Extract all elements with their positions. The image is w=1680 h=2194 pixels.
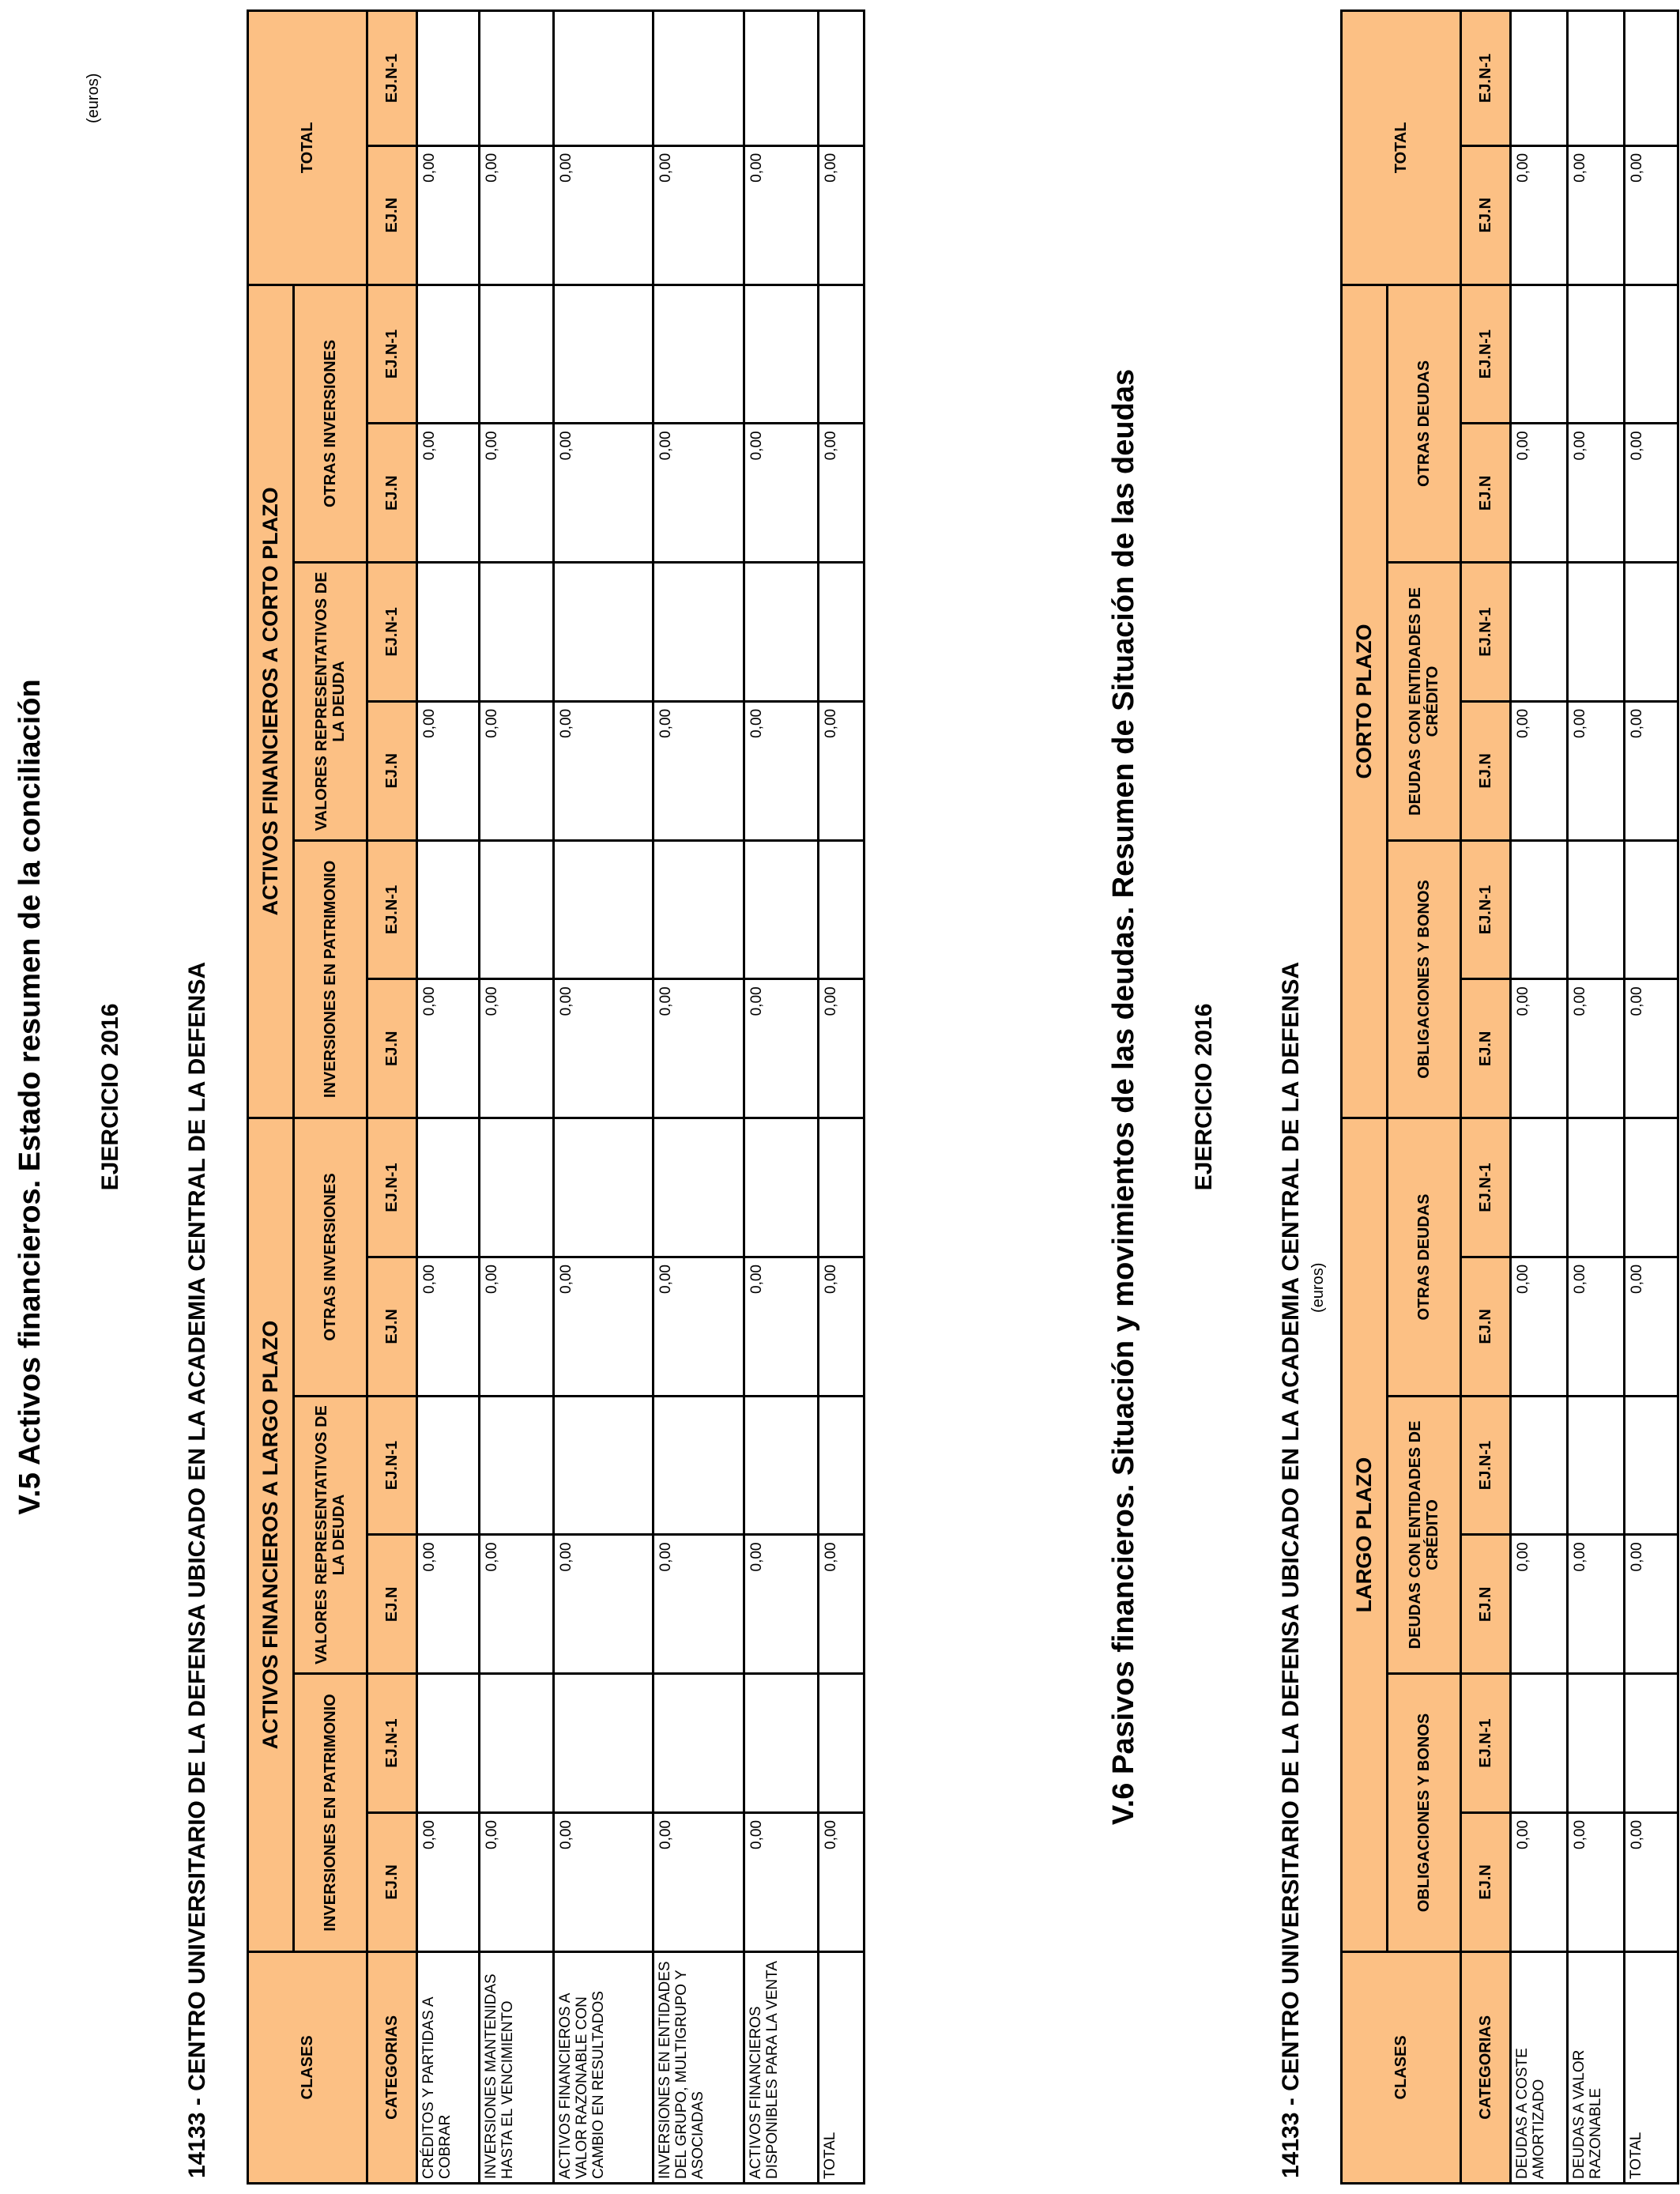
v6-header-ej-n1: EJ.N-1 bbox=[1461, 840, 1511, 979]
v5-cell-cp-vr-ej-n1 bbox=[554, 563, 654, 702]
v6-cell-lp-ob-ej-n1 bbox=[1625, 1674, 1678, 1813]
v6-header-ej-n1: EJ.N-1 bbox=[1461, 1118, 1511, 1257]
v5-cell-cp-ip-ej-n: 0,00 bbox=[654, 979, 744, 1118]
v5-header-ej-n: EJ.N bbox=[367, 1813, 417, 1952]
v5-cell-cp-ip-ej-n: 0,00 bbox=[744, 979, 819, 1118]
v5-cell-cp-oi-ej-n: 0,00 bbox=[819, 424, 864, 563]
v6-cell-cp-dc-ej-n: 0,00 bbox=[1625, 701, 1678, 840]
v5-header-ej-n: EJ.N bbox=[367, 701, 417, 840]
v5-cell-cp-vr-ej-n: 0,00 bbox=[554, 701, 654, 840]
v5-cell-lp-ip-ej-n: 0,00 bbox=[654, 1813, 744, 1952]
v6-header-ej-n: EJ.N bbox=[1461, 979, 1511, 1118]
v5-cell-lp-oi-ej-n: 0,00 bbox=[480, 1257, 554, 1397]
v5-cell-lp-ip-ej-n1 bbox=[417, 1674, 480, 1813]
v6-header-ej-n1: EJ.N-1 bbox=[1461, 11, 1511, 146]
v5-cell-lp-oi-ej-n: 0,00 bbox=[744, 1257, 819, 1397]
v5-header-lp-otras-inversiones: OTRAS INVERSIONES bbox=[294, 1118, 367, 1397]
v6-table-body bbox=[1511, 11, 1678, 2184]
v6-cell-lp-od-ej-n: 0,00 bbox=[1568, 1257, 1625, 1396]
v5-header-ej-n: EJ.N bbox=[367, 1257, 417, 1397]
v5-currency: (euros) bbox=[85, 73, 102, 123]
v5-row-category: INVERSIONES MANTENIDAS HASTA EL VENCIMIENTO bbox=[480, 1951, 554, 2183]
v5-header-largo-plazo: ACTIVOS FINANCIEROS A LARGO PLAZO bbox=[248, 1118, 294, 1952]
v5-cell-total-ej-n: 0,00 bbox=[480, 145, 554, 285]
v5-table-row bbox=[819, 11, 864, 2184]
v5-row-category: CRÉDITOS Y PARTIDAS A COBRAR bbox=[417, 1951, 480, 2183]
v5-cell-lp-ip-ej-n1 bbox=[654, 1674, 744, 1813]
v5-cell-cp-oi-ej-n1 bbox=[744, 285, 819, 424]
v6-cell-lp-od-ej-n1 bbox=[1625, 1118, 1678, 1257]
v5-cell-cp-ip-ej-n: 0,00 bbox=[819, 979, 864, 1118]
v6-entity: 14133 - CENTRO UNIVERSITARIO DE LA DEFENSA UBICADO EN LA ACADEMIA CENTRAL DE LA DEFENSA bbox=[1278, 961, 1304, 2178]
v5-cell-lp-vr-ej-n: 0,00 bbox=[554, 1535, 654, 1674]
v6-cell-lp-dc-ej-n: 0,00 bbox=[1568, 1535, 1625, 1674]
v6-cell-cp-ob-ej-n1 bbox=[1625, 840, 1678, 979]
v5-cell-cp-vr-ej-n: 0,00 bbox=[819, 701, 864, 840]
v5-row-category: ACTIVOS FINANCIEROS DISPONIBLES PARA LA VENTA bbox=[744, 1951, 819, 2183]
v5-cell-cp-ip-ej-n1 bbox=[654, 840, 744, 979]
v6-cell-total-ej-n1 bbox=[1625, 11, 1678, 146]
v5-header-ej-n1: EJ.N-1 bbox=[367, 1674, 417, 1813]
v5-cell-lp-oi-ej-n1 bbox=[819, 1118, 864, 1257]
v5-header-ej-n1: EJ.N-1 bbox=[367, 1396, 417, 1535]
v6-cell-total-ej-n: 0,00 bbox=[1511, 145, 1568, 285]
v6-header-ej-n: EJ.N bbox=[1461, 1535, 1511, 1674]
v6-row-category: TOTAL bbox=[1625, 1951, 1678, 2183]
v5-cell-lp-oi-ej-n1 bbox=[744, 1118, 819, 1257]
v5-cell-lp-vr-ej-n: 0,00 bbox=[654, 1535, 744, 1674]
v5-header-lp-valores-representativos: VALORES REPRESENTATIVOS DE LA DEUDA bbox=[294, 1396, 367, 1674]
v6-cell-cp-ob-ej-n1 bbox=[1511, 840, 1568, 979]
v5-header-ej-n1: EJ.N-1 bbox=[367, 1118, 417, 1257]
v5-header-total: TOTAL bbox=[248, 11, 367, 285]
v5-cell-cp-ip-ej-n: 0,00 bbox=[480, 979, 554, 1118]
v5-cell-cp-ip-ej-n1 bbox=[480, 840, 554, 979]
v6-header-ej-n1: EJ.N-1 bbox=[1461, 1674, 1511, 1813]
v6-header-ej-n1: EJ.N-1 bbox=[1461, 1396, 1511, 1535]
v5-cell-total-ej-n: 0,00 bbox=[554, 145, 654, 285]
v6-cell-lp-ob-ej-n: 0,00 bbox=[1625, 1812, 1678, 1951]
v5-cell-lp-oi-ej-n1 bbox=[554, 1118, 654, 1257]
v5-cell-total-ej-n1 bbox=[554, 11, 654, 146]
v6-header-ej-n: EJ.N bbox=[1461, 701, 1511, 840]
v5-cell-lp-oi-ej-n: 0,00 bbox=[554, 1257, 654, 1397]
v5-cell-lp-vr-ej-n1 bbox=[554, 1396, 654, 1535]
v5-cell-cp-vr-ej-n1 bbox=[744, 563, 819, 702]
v6-cell-lp-od-ej-n: 0,00 bbox=[1511, 1257, 1568, 1396]
v6-cell-cp-dc-ej-n: 0,00 bbox=[1511, 701, 1568, 840]
v5-table-row bbox=[480, 11, 554, 2184]
v5-header-ej-n: EJ.N bbox=[367, 145, 417, 285]
v5-cell-lp-oi-ej-n: 0,00 bbox=[819, 1257, 864, 1397]
v5-cell-cp-ip-ej-n: 0,00 bbox=[417, 979, 480, 1118]
v5-cell-lp-vr-ej-n1 bbox=[744, 1396, 819, 1535]
v5-cell-cp-vr-ej-n1 bbox=[480, 563, 554, 702]
v5-header-ej-n: EJ.N bbox=[367, 1535, 417, 1674]
v5-table-row bbox=[417, 11, 480, 2184]
v5-cell-cp-oi-ej-n1 bbox=[554, 285, 654, 424]
v6-cell-lp-ob-ej-n: 0,00 bbox=[1568, 1812, 1625, 1951]
v5-header-corto-plazo: ACTIVOS FINANCIEROS A CORTO PLAZO bbox=[248, 285, 294, 1118]
v5-cell-lp-vr-ej-n1 bbox=[480, 1396, 554, 1535]
v6-header-ej-n: EJ.N bbox=[1461, 424, 1511, 563]
v5-cell-lp-oi-ej-n1 bbox=[654, 1118, 744, 1257]
v5-cell-cp-oi-ej-n: 0,00 bbox=[554, 424, 654, 563]
v5-cell-cp-vr-ej-n: 0,00 bbox=[654, 701, 744, 840]
v6-header-total: TOTAL bbox=[1342, 11, 1461, 285]
v5-cell-cp-vr-ej-n1 bbox=[654, 563, 744, 702]
v5-cell-cp-ip-ej-n: 0,00 bbox=[554, 979, 654, 1118]
v5-header-cp-inversiones-patrimonio: INVERSIONES EN PATRIMONIO bbox=[294, 840, 367, 1118]
v5-header-cp-otras-inversiones: OTRAS INVERSIONES bbox=[294, 285, 367, 563]
v6-cell-lp-dc-ej-n1 bbox=[1625, 1396, 1678, 1535]
v6-currency: (euros) bbox=[1309, 1262, 1327, 1313]
v6-table bbox=[1340, 9, 1679, 2185]
v5-cell-cp-vr-ej-n1 bbox=[417, 563, 480, 702]
v5-header-ej-n1: EJ.N-1 bbox=[367, 840, 417, 979]
v5-cell-lp-vr-ej-n1 bbox=[417, 1396, 480, 1535]
v5-row-category: INVERSIONES EN ENTIDADES DEL GRUPO, MULTIGRUPO Y ASOCIADAS bbox=[654, 1951, 744, 2183]
v6-title: V.6 Pasivos financieros. Situación y movimientos de las deudas. Resumen de Situación de las deudas bbox=[1107, 368, 1140, 1826]
v5-cell-lp-vr-ej-n: 0,00 bbox=[480, 1535, 554, 1674]
v5-header-ej-n: EJ.N bbox=[367, 979, 417, 1118]
v6-header-ej-n1: EJ.N-1 bbox=[1461, 285, 1511, 424]
v5-cell-cp-oi-ej-n: 0,00 bbox=[654, 424, 744, 563]
v6-cell-cp-ob-ej-n1 bbox=[1568, 840, 1625, 979]
v6-cell-cp-od-ej-n1 bbox=[1625, 285, 1678, 424]
v5-cell-total-ej-n1 bbox=[480, 11, 554, 146]
v6-cell-total-ej-n1 bbox=[1568, 11, 1625, 146]
v5-header-clases: CLASES bbox=[248, 1951, 367, 2183]
v5-cell-lp-vr-ej-n1 bbox=[654, 1396, 744, 1535]
v5-cell-lp-ip-ej-n: 0,00 bbox=[554, 1813, 654, 1952]
v6-cell-lp-ob-ej-n: 0,00 bbox=[1511, 1812, 1568, 1951]
v6-header-ej-n: EJ.N bbox=[1461, 145, 1511, 285]
v6-header-lp-otras-deudas: OTRAS DEUDAS bbox=[1388, 1118, 1461, 1397]
v5-cell-lp-oi-ej-n: 0,00 bbox=[417, 1257, 480, 1397]
v5-table bbox=[247, 9, 865, 2185]
v6-row-category: DEUDAS A VALOR RAZONABLE bbox=[1568, 1951, 1625, 2183]
v5-ejercicio: EJERCICIO 2016 bbox=[97, 1003, 123, 1191]
v6-header-categorias: CATEGORIAS bbox=[1461, 1951, 1511, 2183]
v5-cell-lp-vr-ej-n: 0,00 bbox=[819, 1535, 864, 1674]
v6-table-row bbox=[1625, 11, 1678, 2184]
v6-table-row bbox=[1568, 11, 1625, 2184]
v5-table-row bbox=[744, 11, 819, 2184]
v6-header-ej-n1: EJ.N-1 bbox=[1461, 563, 1511, 702]
v6-cell-lp-ob-ej-n1 bbox=[1511, 1674, 1568, 1813]
v6-ejercicio: EJERCICIO 2016 bbox=[1191, 1003, 1217, 1191]
v5-header-lp-inversiones-patrimonio: INVERSIONES EN PATRIMONIO bbox=[294, 1674, 367, 1952]
v5-cell-total-ej-n1 bbox=[819, 11, 864, 146]
v5-cell-cp-oi-ej-n1 bbox=[480, 285, 554, 424]
v5-cell-total-ej-n1 bbox=[417, 11, 480, 146]
v5-cell-lp-ip-ej-n: 0,00 bbox=[417, 1813, 480, 1952]
v5-cell-cp-oi-ej-n: 0,00 bbox=[480, 424, 554, 563]
v6-cell-cp-ob-ej-n: 0,00 bbox=[1568, 979, 1625, 1118]
v5-cell-lp-ip-ej-n1 bbox=[819, 1674, 864, 1813]
v5-cell-lp-ip-ej-n: 0,00 bbox=[819, 1813, 864, 1952]
v6-cell-cp-od-ej-n1 bbox=[1511, 285, 1568, 424]
v5-cell-total-ej-n: 0,00 bbox=[654, 145, 744, 285]
v6-cell-lp-dc-ej-n1 bbox=[1568, 1396, 1625, 1535]
v6-cell-cp-ob-ej-n: 0,00 bbox=[1625, 979, 1678, 1118]
v5-cell-cp-oi-ej-n: 0,00 bbox=[417, 424, 480, 563]
v5-cell-lp-oi-ej-n1 bbox=[417, 1118, 480, 1257]
v6-cell-cp-od-ej-n: 0,00 bbox=[1625, 424, 1678, 563]
v5-header-ej-n1: EJ.N-1 bbox=[367, 563, 417, 702]
v5-cell-cp-ip-ej-n1 bbox=[417, 840, 480, 979]
v6-cell-cp-dc-ej-n: 0,00 bbox=[1568, 701, 1625, 840]
v5-cell-cp-oi-ej-n: 0,00 bbox=[744, 424, 819, 563]
v6-cell-lp-ob-ej-n1 bbox=[1568, 1674, 1625, 1813]
v5-cell-lp-oi-ej-n1 bbox=[480, 1118, 554, 1257]
v5-cell-cp-vr-ej-n: 0,00 bbox=[480, 701, 554, 840]
v5-cell-cp-ip-ej-n1 bbox=[554, 840, 654, 979]
v6-header-cp-deudas-credito: DEUDAS CON ENTIDADES DE CRÉDITO bbox=[1388, 563, 1461, 841]
v5-row-category: ACTIVOS FINANCIEROS A VALOR RAZONABLE CON CAMBIO EN RESULTADOS bbox=[554, 1951, 654, 2183]
v5-cell-cp-oi-ej-n1 bbox=[417, 285, 480, 424]
v5-header-ej-n: EJ.N bbox=[367, 424, 417, 563]
v5-entity: 14133 - CENTRO UNIVERSITARIO DE LA DEFENSA UBICADO EN LA ACADEMIA CENTRAL DE LA DEFENSA bbox=[184, 961, 210, 2178]
v6-cell-total-ej-n1 bbox=[1511, 11, 1568, 146]
v5-cell-lp-ip-ej-n: 0,00 bbox=[744, 1813, 819, 1952]
v6-header-largo-plazo: LARGO PLAZO bbox=[1342, 1118, 1388, 1952]
v5-table-body bbox=[417, 11, 864, 2184]
v6-header-cp-obligaciones-bonos: OBLIGACIONES Y BONOS bbox=[1388, 840, 1461, 1118]
v6-cell-lp-dc-ej-n1 bbox=[1511, 1396, 1568, 1535]
v5-cell-cp-oi-ej-n1 bbox=[819, 285, 864, 424]
v5-cell-lp-ip-ej-n1 bbox=[554, 1674, 654, 1813]
v5-cell-lp-ip-ej-n: 0,00 bbox=[480, 1813, 554, 1952]
v6-cell-cp-od-ej-n1 bbox=[1568, 285, 1625, 424]
v5-header-cp-valores-representativos: VALORES REPRESENTATIVOS DE LA DEUDA bbox=[294, 563, 367, 841]
v6-cell-cp-od-ej-n: 0,00 bbox=[1511, 424, 1568, 563]
v5-cell-total-ej-n: 0,00 bbox=[819, 145, 864, 285]
v5-cell-cp-oi-ej-n1 bbox=[654, 285, 744, 424]
v5-header-ej-n1: EJ.N-1 bbox=[367, 11, 417, 146]
v6-cell-cp-od-ej-n: 0,00 bbox=[1568, 424, 1625, 563]
v5-cell-total-ej-n: 0,00 bbox=[417, 145, 480, 285]
v5-table-row bbox=[654, 11, 744, 2184]
v6-cell-lp-od-ej-n1 bbox=[1568, 1118, 1625, 1257]
v6-cell-lp-dc-ej-n: 0,00 bbox=[1625, 1535, 1678, 1674]
v5-cell-lp-vr-ej-n: 0,00 bbox=[744, 1535, 819, 1674]
v6-cell-cp-dc-ej-n1 bbox=[1625, 563, 1678, 702]
v6-cell-lp-od-ej-n: 0,00 bbox=[1625, 1257, 1678, 1396]
v5-cell-lp-ip-ej-n1 bbox=[744, 1674, 819, 1813]
v6-cell-lp-od-ej-n1 bbox=[1511, 1118, 1568, 1257]
v6-header-ej-n: EJ.N bbox=[1461, 1257, 1511, 1396]
v5-cell-cp-vr-ej-n: 0,00 bbox=[744, 701, 819, 840]
v6-header-cp-otras-deudas: OTRAS DEUDAS bbox=[1388, 285, 1461, 563]
v6-header-lp-deudas-credito: DEUDAS CON ENTIDADES DE CRÉDITO bbox=[1388, 1396, 1461, 1674]
v5-cell-total-ej-n1 bbox=[654, 11, 744, 146]
v5-cell-lp-oi-ej-n: 0,00 bbox=[654, 1257, 744, 1397]
v6-header-corto-plazo: CORTO PLAZO bbox=[1342, 285, 1388, 1118]
v5-cell-cp-ip-ej-n1 bbox=[744, 840, 819, 979]
v5-table-row bbox=[554, 11, 654, 2184]
v5-header-categorias: CATEGORIAS bbox=[367, 1951, 417, 2183]
v5-row-category: TOTAL bbox=[819, 1951, 864, 2183]
v6-cell-cp-ob-ej-n: 0,00 bbox=[1511, 979, 1568, 1118]
v6-header-lp-obligaciones-bonos: OBLIGACIONES Y BONOS bbox=[1388, 1674, 1461, 1952]
v5-header-ej-n1: EJ.N-1 bbox=[367, 285, 417, 424]
v5-cell-cp-ip-ej-n1 bbox=[819, 840, 864, 979]
v5-cell-cp-vr-ej-n: 0,00 bbox=[417, 701, 480, 840]
v6-cell-total-ej-n: 0,00 bbox=[1625, 145, 1678, 285]
v5-cell-lp-vr-ej-n1 bbox=[819, 1396, 864, 1535]
v5-cell-lp-ip-ej-n1 bbox=[480, 1674, 554, 1813]
v5-cell-cp-vr-ej-n1 bbox=[819, 563, 864, 702]
v6-row-category: DEUDAS A COSTE AMORTIZADO bbox=[1511, 1951, 1568, 2183]
v6-header-clases: CLASES bbox=[1342, 1951, 1461, 2183]
v5-cell-total-ej-n: 0,00 bbox=[744, 145, 819, 285]
v6-header-ej-n: EJ.N bbox=[1461, 1812, 1511, 1951]
v6-table-row bbox=[1511, 11, 1568, 2184]
v6-cell-total-ej-n: 0,00 bbox=[1568, 145, 1625, 285]
v5-cell-total-ej-n1 bbox=[744, 11, 819, 146]
v5-cell-lp-vr-ej-n: 0,00 bbox=[417, 1535, 480, 1674]
v6-cell-cp-dc-ej-n1 bbox=[1511, 563, 1568, 702]
v5-title: V.5 Activos financieros. Estado resumen de la conciliación bbox=[13, 679, 47, 1515]
v6-cell-lp-dc-ej-n: 0,00 bbox=[1511, 1535, 1568, 1674]
v6-cell-cp-dc-ej-n1 bbox=[1568, 563, 1625, 702]
